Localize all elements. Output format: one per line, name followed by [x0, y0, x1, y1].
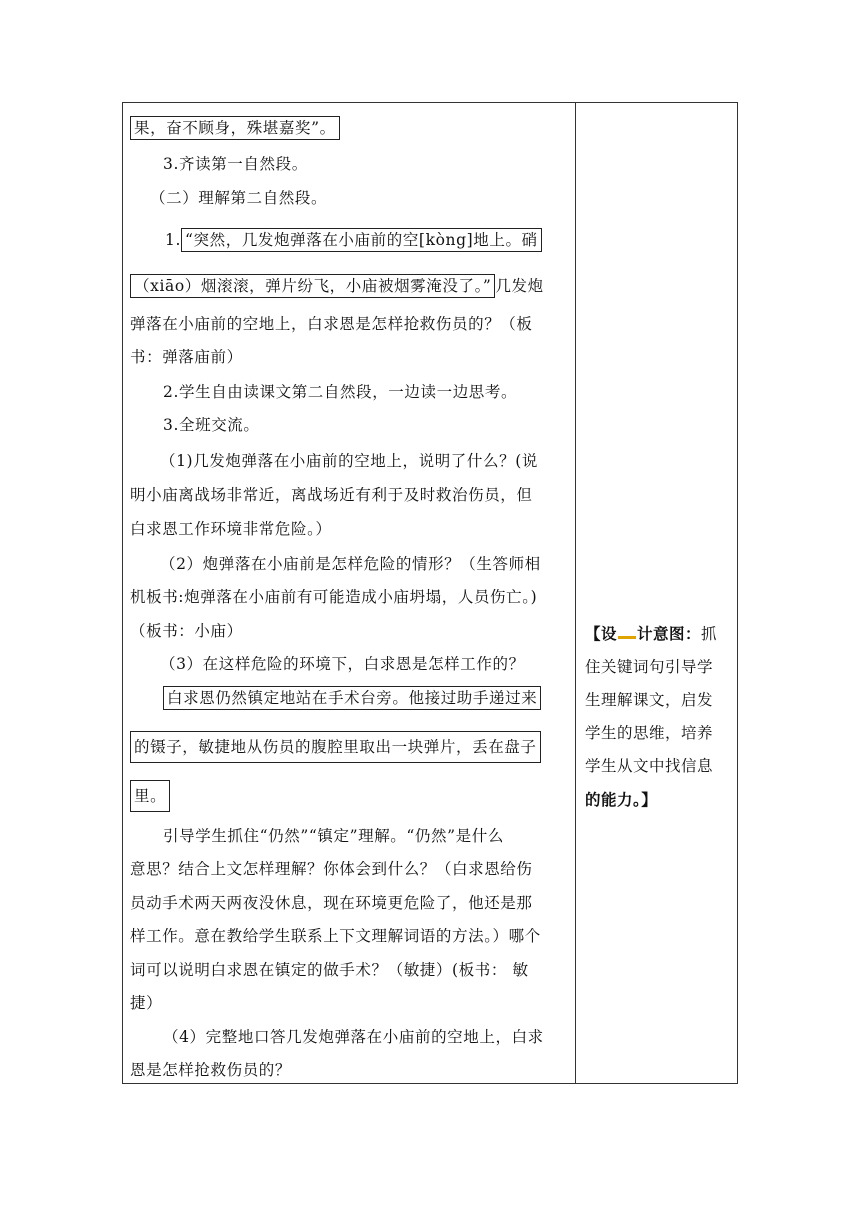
- column-divider: [575, 102, 576, 1084]
- quote-box: 白求恩仍然镇定地站在手术台旁。他接过助手递过来: [163, 686, 541, 710]
- note-line: 学生从文中找信息: [585, 757, 714, 775]
- text-line: [163, 688, 541, 708]
- text-line: 白求恩工作环境非常危险。）: [130, 520, 332, 538]
- text-line: 明小庙离战场非常近，离战场近有利于及时救治伤员，但: [130, 486, 533, 504]
- quote-box: 的镊子，敏捷地从伤员的腹腔里取出一块弹片，丢在盘子: [130, 731, 541, 763]
- highlight-mark: [618, 636, 636, 639]
- quote-box: （xiāo）烟滚滚，弹片纷飞，小庙被烟雾淹没了。”: [130, 274, 495, 298]
- note-line: 的能力。】: [585, 790, 658, 809]
- text-line: 员动手术两天两夜没休息，现在环境更危险了，他还是那: [130, 894, 533, 912]
- note-line: 住关键词句引导学: [585, 658, 714, 676]
- text-line: [130, 118, 340, 138]
- note-line: 学生的思维，培养: [585, 724, 714, 742]
- quote-box: 里。: [130, 780, 170, 812]
- text-line: [130, 276, 544, 296]
- text-line: 3.全班交流。: [163, 416, 260, 434]
- item-number: 1.: [165, 231, 181, 249]
- text-line: （4）完整地口答几发炮弹落在小庙前的空地上，白求: [163, 1028, 544, 1046]
- text-line: 3.齐读第一自然段。: [163, 155, 308, 173]
- text-line: 意思？结合上文怎样理解？你体会到什么？（白求恩给伤: [130, 860, 533, 878]
- text-line: 机板书:炮弹落在小庙前有可能造成小庙坍塌，人员伤亡。): [130, 588, 538, 606]
- text-line: 恩是怎样抢救伤员的？: [130, 1061, 292, 1079]
- note-line: 生理解课文，启发: [585, 691, 714, 709]
- text-line: （1)几发炮弹落在小庙前的空地上，说明了什么？(说: [160, 452, 538, 470]
- text-line: 捷）: [130, 994, 163, 1012]
- text-line: [130, 737, 541, 757]
- note-text: 抓: [701, 625, 718, 643]
- text-line: 词可以说明白求恩在镇定的做手术？（敏捷）(板书： 敏: [130, 961, 529, 979]
- note-label-start: 【设: [585, 625, 618, 643]
- text-line: （板书：小庙）: [130, 622, 243, 640]
- text-line: 样工作。意在教给学生联系上下文理解词语的方法。）哪个: [130, 927, 541, 945]
- design-intent-note: [585, 618, 735, 816]
- text-line: （3）在这样危险的环境下，白求恩是怎样工作的？: [160, 655, 525, 673]
- text-line: 2.学生自由读课文第二自然段，一边读一边思考。: [163, 383, 518, 401]
- text-line: （2）炮弹落在小庙前是怎样危险的情形？（生答师相: [160, 555, 541, 573]
- quote-box: 果，奋不顾身，殊堪嘉奖”。: [130, 116, 340, 140]
- text-line: 书：弹落庙前）: [130, 348, 243, 366]
- text-fragment: 几发炮: [495, 277, 544, 295]
- text-line: 引导学生抓住“仍然”“镇定”理解。“仍然”是什么: [163, 827, 504, 845]
- note-line: [585, 618, 735, 651]
- text-line: [165, 230, 542, 250]
- note-label-end: 计意图：: [637, 625, 702, 643]
- text-line: 弹落在小庙前的空地上，白求恩是怎样抢救伤员的？（板: [130, 315, 533, 333]
- quote-box: “突然，几发炮弹落在小庙前的空[kòng]地上。硝: [181, 228, 542, 252]
- text-line: （二）理解第二自然段。: [150, 189, 328, 207]
- text-line: [130, 786, 170, 806]
